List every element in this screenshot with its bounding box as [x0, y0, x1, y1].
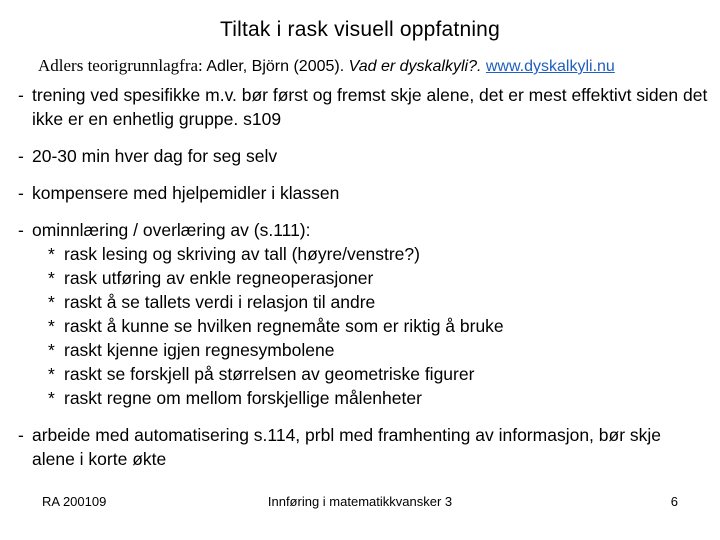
- sub-list-marker: *: [48, 292, 55, 312]
- bullet-dash: -: [18, 425, 24, 445]
- sub-list-marker: *: [48, 316, 55, 336]
- footer-date: RA 200109: [42, 494, 107, 509]
- sub-list-marker: *: [48, 388, 55, 408]
- reference-line: [38, 56, 615, 76]
- sub-list-marker: *: [48, 364, 55, 384]
- sub-list-item: [32, 290, 708, 314]
- bullet-text: arbeide med automatisering s.114, prbl med framhenting av informasjon, bør skje alene i korte økte: [32, 425, 662, 469]
- sub-list-item: [32, 242, 708, 266]
- sub-list-text: raskt kjenne igjen regnesymbolene: [64, 340, 335, 360]
- bullet-dash: -: [18, 146, 24, 166]
- sub-list-item: [32, 362, 708, 386]
- bullet-dash: -: [18, 85, 24, 105]
- bullet-text: ominnlæring / overlæring av (s.111):: [32, 220, 311, 240]
- sub-list-marker: *: [48, 340, 55, 360]
- bullet-dash: -: [18, 183, 24, 203]
- reference-prefix: Adlers teorigrunnlagfra:: [38, 56, 203, 75]
- sub-list-item: [32, 266, 708, 290]
- sub-list: [32, 242, 708, 410]
- footer-course-title: Innføring i matematikkvansker 3: [267, 494, 453, 509]
- bullet-item: [18, 218, 708, 410]
- bullet-text: kompensere med hjelpemidler i klassen: [32, 183, 340, 203]
- bullet-text: 20-30 min hver dag for seg selv: [32, 146, 278, 166]
- sub-list-marker: *: [48, 268, 55, 288]
- sub-list-item: [32, 338, 708, 362]
- sub-list-text: rask utføring av enkle regneoperasjoner: [64, 268, 374, 288]
- sub-list-text: raskt se forskjell på størrelsen av geometriske figurer: [64, 364, 475, 384]
- bullet-item: [18, 423, 708, 471]
- reference-authors: Adler, Björn (2005).: [206, 58, 345, 75]
- reference-link[interactable]: www.dyskalkyli.nu: [485, 58, 615, 75]
- bullet-item: [18, 144, 708, 168]
- sub-list-text: rask lesing og skriving av tall (høyre/venstre?): [64, 244, 420, 264]
- sub-list-text: raskt regne om mellom forskjellige målenheter: [64, 388, 422, 408]
- sub-list-item: [32, 314, 708, 338]
- bullet-item: [18, 83, 708, 131]
- bullet-dash: -: [18, 220, 24, 240]
- reference-work-title: Vad er dyskalkyli?.: [348, 58, 482, 75]
- sub-list-marker: *: [48, 244, 55, 264]
- sub-list-text: raskt å se tallets verdi i relasjon til andre: [64, 292, 376, 312]
- slide-body: [18, 83, 708, 484]
- bullet-item: [18, 181, 708, 205]
- bullet-text: trening ved spesifikke m.v. bør først og fremst skje alene, det er mest effektivt siden det ikke er en enhetlig gruppe. s109: [32, 85, 708, 129]
- sub-list-item: [32, 386, 708, 410]
- footer-page-number: 6: [670, 494, 678, 509]
- sub-list-text: raskt å kunne se hvilken regnemåte som er riktig å bruke: [64, 316, 504, 336]
- slide-title: Tiltak i rask visuell oppfatning: [220, 18, 500, 41]
